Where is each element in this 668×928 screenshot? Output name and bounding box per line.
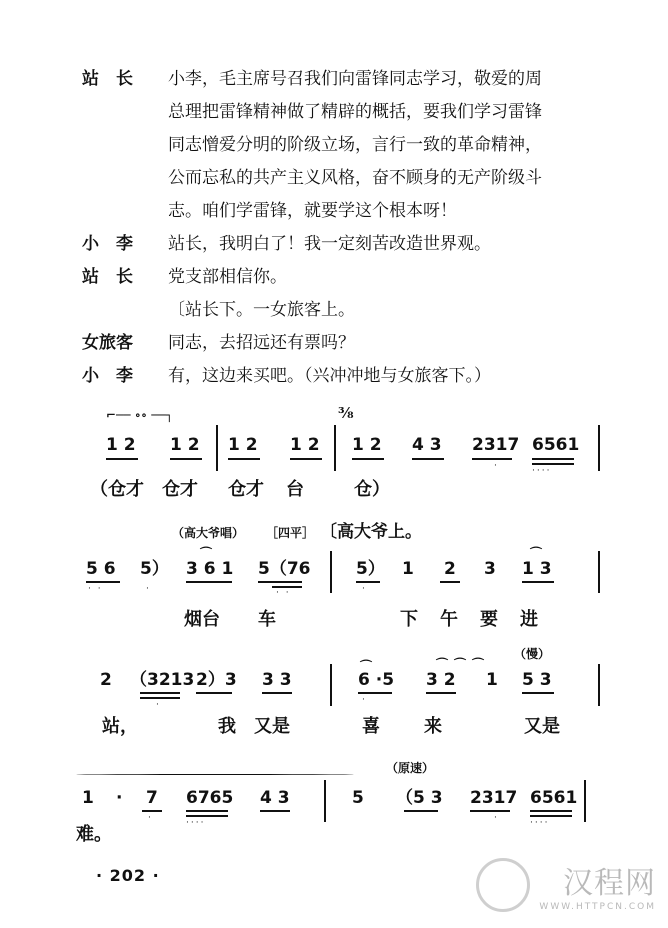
underline <box>196 692 232 694</box>
underline <box>352 458 384 460</box>
tempo-mark: ⌐── ∘∘ ──┐ <box>106 408 173 422</box>
lower-octave-dot: · · <box>88 584 103 594</box>
lower-octave-dot: ···· <box>186 818 206 828</box>
lyric: 又是 <box>524 716 560 737</box>
underline <box>356 581 380 583</box>
note: （3213 <box>130 670 195 690</box>
underline <box>404 810 438 812</box>
underline <box>426 692 456 694</box>
underline <box>186 581 232 583</box>
underline <box>228 458 260 460</box>
note: 6765 <box>186 788 234 808</box>
lower-octave-dot: · <box>362 584 367 594</box>
underline <box>140 697 180 699</box>
watermark <box>539 858 656 912</box>
note: 2 <box>444 559 456 579</box>
percussion-syllable: 仓才 <box>162 479 198 500</box>
underline <box>358 692 392 694</box>
underline <box>530 815 572 817</box>
underline <box>532 458 574 460</box>
speaker-name: 小 李 <box>82 234 133 254</box>
speech-text: 同志憎爱分明的阶级立场，言行一致的革命精神， <box>168 135 542 155</box>
speaker-name: 小 李 <box>82 366 133 386</box>
speaker-name: 站 长 <box>82 267 133 287</box>
underline <box>412 458 444 460</box>
underline <box>532 463 574 465</box>
lyric: 要 <box>480 609 498 630</box>
speech-text: 有，这边来买吧。（兴冲冲地与女旅客下。） <box>168 366 491 386</box>
underline <box>290 458 322 460</box>
bar-line <box>330 664 332 706</box>
underline <box>258 581 302 583</box>
lyric: 午 <box>440 609 458 630</box>
percussion-syllable: 台 <box>286 479 304 500</box>
lyric: 我 <box>218 716 236 737</box>
slur: ⌒ <box>200 546 213 560</box>
bar-line <box>334 425 336 471</box>
bar-line <box>216 425 218 471</box>
note: 5（76 <box>258 559 311 579</box>
underline <box>260 810 290 812</box>
underline <box>142 810 162 812</box>
underline <box>140 692 180 694</box>
lyric: 烟台 <box>184 609 220 630</box>
accent-mark: ⅜ <box>338 404 354 422</box>
underline <box>170 458 202 460</box>
slur: ⌒⌒⌒ <box>436 657 491 671</box>
note: 5） <box>140 559 169 579</box>
note: 1 <box>402 559 414 579</box>
underline <box>440 581 460 583</box>
slur: ⌒ <box>360 659 373 673</box>
note: 1 2 <box>170 435 200 455</box>
note: 1 3 <box>522 559 552 579</box>
note: 4 3 <box>260 788 290 808</box>
speech-text: 党支部相信你。 <box>168 267 287 287</box>
lower-octave-dot: · <box>362 695 367 705</box>
note: 5 <box>352 788 364 808</box>
lower-octave-dot: · · <box>276 588 291 598</box>
stage-direction-text: 〔高大爷上。 <box>320 522 422 542</box>
speaker-name: 女旅客 <box>82 333 133 353</box>
underline <box>530 810 572 812</box>
bar-line <box>598 425 600 471</box>
lower-octave-dot: ···· <box>532 466 552 476</box>
note: 1 2 <box>228 435 258 455</box>
page-number: · 202 · <box>96 866 160 885</box>
note: （5 3 <box>396 788 443 808</box>
lower-octave-dot: · <box>148 813 153 823</box>
note: 1 <box>486 670 498 690</box>
underline <box>470 810 510 812</box>
note: 5 6 <box>86 559 116 579</box>
note: 1 2 <box>290 435 320 455</box>
speech-text: 志。咱们学雷锋，就要学这个根本呀！ <box>168 201 457 221</box>
watermark-url: WWW.HTTPCN.COM <box>539 902 656 912</box>
note: 6561 <box>530 788 578 808</box>
lyric: 难。 <box>76 824 112 845</box>
speech-text: 公而忘私的共产主义风格，奋不顾身的无产阶级斗 <box>168 168 542 188</box>
note: 3 6 1 <box>186 559 234 579</box>
lower-octave-dot: · <box>494 813 499 823</box>
note: 3 2 <box>426 670 456 690</box>
lower-octave-dot: · <box>146 584 151 594</box>
note: 5 3 <box>522 670 552 690</box>
mode-label: ［四平］ <box>266 526 315 540</box>
speech-text: 小李，毛主席号召我们向雷锋同志学习，敬爱的周 <box>168 69 542 89</box>
bar-line <box>584 780 586 822</box>
speaker-name: 站 长 <box>82 69 133 89</box>
underline <box>522 581 554 583</box>
lower-octave-dot: · <box>494 461 499 471</box>
note: 1 2 <box>106 435 136 455</box>
lyric: 车 <box>258 609 276 630</box>
note: 2）3 <box>196 670 237 690</box>
watermark-title: 汉程网 <box>563 866 656 901</box>
note: 2317 <box>472 435 520 455</box>
slur: ⌒ <box>530 546 543 560</box>
bar-line <box>598 551 600 593</box>
note: 7 <box>146 788 158 808</box>
note: 6561 <box>532 435 580 455</box>
note: 4 3 <box>412 435 442 455</box>
stage-direction-text: 〔站长下。一女旅客上。 <box>168 300 355 320</box>
lyric: 又是 <box>254 716 290 737</box>
underline <box>262 692 292 694</box>
note: 1 2 <box>352 435 382 455</box>
speech-text: 站长，我明白了！我一定刻苦改造世界观。 <box>168 234 491 254</box>
tempo-label: （原速） <box>386 761 435 775</box>
lyric: 进 <box>520 609 538 630</box>
underline <box>186 815 228 817</box>
performer-label: （高大爷唱） <box>172 526 245 540</box>
dot: · <box>116 788 123 808</box>
note: 5） <box>356 559 385 579</box>
note: 2 <box>100 670 112 690</box>
note: 1 <box>82 788 94 808</box>
lyric: 站， <box>102 716 138 737</box>
lower-octave-dot: · <box>156 700 161 710</box>
tie-arc <box>76 774 354 775</box>
lower-octave-dot: ···· <box>530 818 550 828</box>
speech-text: 同志，去招远还有票吗？ <box>168 333 355 353</box>
note: 3 <box>484 559 496 579</box>
tempo-label: （慢） <box>514 647 551 661</box>
note: 6 ·5 <box>358 670 395 690</box>
percussion-syllable: （仓才 <box>90 479 144 500</box>
underline <box>522 692 554 694</box>
speech-text: 总理把雷锋精神做了精辟的概括，要我们学习雷锋 <box>168 102 542 122</box>
watermark-logo-icon <box>476 858 530 912</box>
note: 2317 <box>470 788 518 808</box>
percussion-syllable: 仓） <box>354 479 390 500</box>
bar-line <box>598 664 600 706</box>
lyric: 喜 <box>362 716 380 737</box>
underline <box>472 458 512 460</box>
underline <box>106 458 138 460</box>
underline <box>86 581 120 583</box>
note: 3 3 <box>262 670 292 690</box>
bar-line <box>330 551 332 593</box>
bar-line <box>324 780 326 822</box>
lyric: 下 <box>400 609 418 630</box>
lyric: 来 <box>424 716 442 737</box>
percussion-syllable: 仓才 <box>228 479 264 500</box>
underline <box>186 810 228 812</box>
